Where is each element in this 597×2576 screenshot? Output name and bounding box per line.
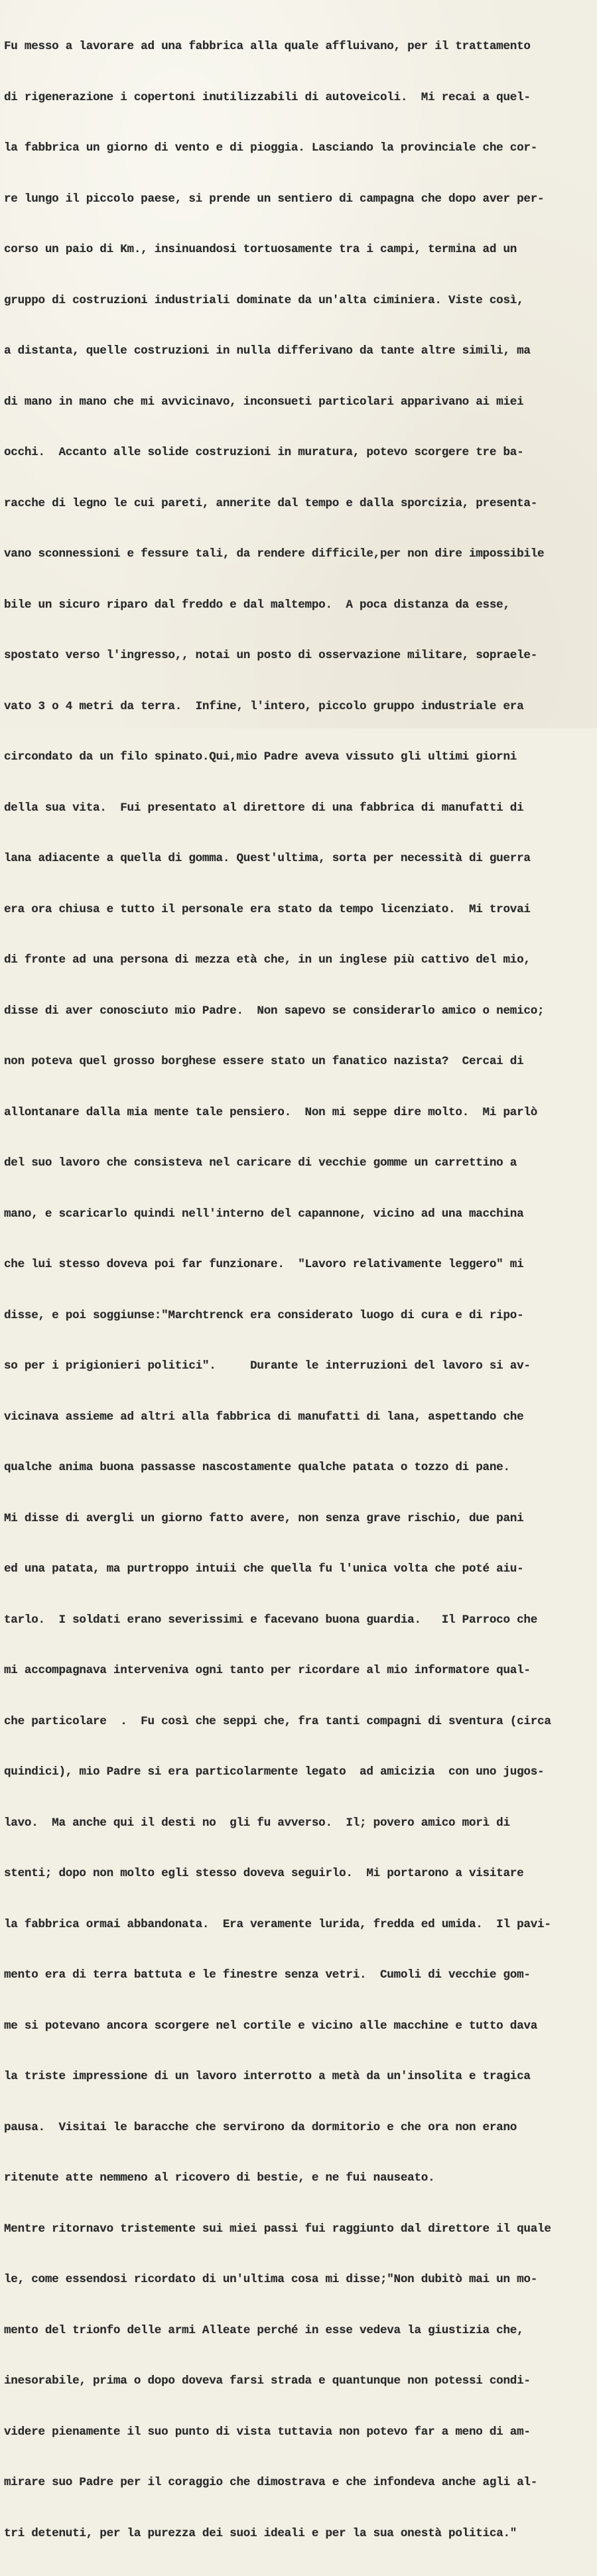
- text-line: non poteva quel grosso borghese essere stato un fanatico nazista? Cercai di: [4, 1055, 524, 1068]
- text-line: mento era di terra battuta e le finestre senza vetri. Cumoli di vecchie gom-: [4, 1968, 531, 1982]
- text-line: che particolare . Fu così che seppi che, fra tanti compagni di sventura (circa: [4, 1714, 551, 1728]
- text-line: racche di legno le cui pareti, annerite dal tempo e dalla sporcizia, presenta-: [4, 496, 538, 510]
- text-line: me si potevano ancora scorgere nel cortile e vicino alle macchine e tutto dava: [4, 2019, 538, 2033]
- text-line: spostato verso l'ingresso,, notai un posto di osservazione militare, sopraele-: [4, 649, 538, 662]
- text-line: di fronte ad una persona di mezza età che, in un inglese più cattivo del mio,: [4, 953, 531, 967]
- text-line: mento del trionfo delle armi Alleate perché in esse vedeva la giustizia che,: [4, 2323, 524, 2337]
- text-line: le, come essendosi ricordato di un'ultima cosa mi disse;"Non dubitò mai un mo-: [4, 2273, 538, 2286]
- text-line: vano sconnessioni e fessure tali, da rendere difficile,per non dire impossibile: [4, 547, 545, 561]
- text-line: di mano in mano che mi avvicinavo, inconsueti particolari apparivano ai miei: [4, 395, 524, 409]
- text-line: del suo lavoro che consisteva nel caricare di vecchie gomme un carrettino a: [4, 1156, 517, 1170]
- text-line: gruppo di costruzioni industriali dominate da un'alta ciminiera. Viste così,: [4, 293, 524, 307]
- text-line: occhi. Accanto alle solide costruzioni in muratura, potevo scorgere tre ba-: [4, 446, 524, 459]
- text-line: lana adiacente a quella di gomma. Quest'ultima, sorta per necessità di guerra: [4, 852, 531, 865]
- text-line: era ora chiusa e tutto il personale era stato da tempo licenziato. Mi trovai: [4, 902, 531, 916]
- text-line: corso un paio di Km., insinuandosi tortuosamente tra i campi, termina ad un: [4, 243, 517, 256]
- text-line: stenti; dopo non molto egli stesso doveva seguirlo. Mi portarono a visitare: [4, 1867, 524, 1880]
- text-line: videre pienamente il suo punto di vista tuttavia non potevo far a meno di am-: [4, 2425, 531, 2439]
- text-line: la triste impressione di un lavoro interrotto a metà da un'insolita e tragica: [4, 2070, 531, 2083]
- text-line: Fu messo a lavorare ad una fabbrica alla quale affluivano, per il trattamento: [4, 40, 531, 53]
- text-line: mirare suo Padre per il coraggio che dimostrava e che infondeva anche agli al-: [4, 2476, 538, 2489]
- text-line: che lui stesso doveva poi far funzionare. "Lavoro relativamente leggero" mi: [4, 1258, 524, 1271]
- text-line: ritenute atte nemmeno al ricovero di bestie, e ne fui nauseato.: [4, 2171, 435, 2185]
- text-line: quindici), mio Padre si era particolarmente legato ad amicizia con uno jugos-: [4, 1765, 545, 1779]
- text-line: re lungo il piccolo paese, si prende un sentiero di campagna che dopo aver per-: [4, 192, 545, 206]
- typewritten-text: [4, 5, 594, 2576]
- text-line: allontanare dalla mia mente tale pensiero. Non mi seppe dire molto. Mi parlò: [4, 1105, 538, 1119]
- text-line: la fabbrica un giorno di vento e di pioggia. Lasciando la provinciale che cor-: [4, 141, 538, 155]
- text-line: pausa. Visitai le baracche che servirono da dormitorio e che ora non erano: [4, 2120, 517, 2134]
- text-line: mi accompagnava interveniva ogni tanto per ricordare al mio informatore qual-: [4, 1664, 531, 1677]
- text-line: a distanta, quelle costruzioni in nulla differivano da tante altre simili, ma: [4, 344, 531, 358]
- text-line: Mentre ritornavo tristemente sui miei passi fui raggiunto dal direttore il quale: [4, 2222, 551, 2236]
- text-line: tarlo. I soldati erano severissimi e facevano buona guardia. Il Parroco che: [4, 1613, 538, 1627]
- text-line: circondato da un filo spinato.Qui,mio Padre aveva vissuto gli ultimi giorni: [4, 750, 517, 764]
- text-line: qualche anima buona passasse nascostamente qualche patata o tozzo di pane.: [4, 1461, 510, 1474]
- text-line: mano, e scaricarlo quindi nell'interno del capannone, vicino ad una macchina: [4, 1207, 524, 1221]
- text-line: vicinava assieme ad altri alla fabbrica di manufatti di lana, aspettando che: [4, 1410, 524, 1424]
- text-line: di rigenerazione i copertoni inutilizzabili di autoveicoli. Mi recai a quel-: [4, 90, 531, 104]
- text-line: inesorabile, prima o dopo doveva farsi strada e quantunque non potessi condi-: [4, 2374, 531, 2388]
- text-line: lavo. Ma anche qui il desti no gli fu avverso. Il; povero amico morì di: [4, 1816, 510, 1830]
- text-line: so per i prigionieri politici". Durante le interruzioni del lavoro si av-: [4, 1359, 531, 1373]
- text-line: disse, e poi soggiunse:"Marchtrenck era considerato luogo di cura e di ripo-: [4, 1308, 524, 1322]
- text-line: Mi disse di avergli un giorno fatto avere, non senza grave rischio, due pani: [4, 1511, 524, 1525]
- text-line: tri detenuti, per la purezza dei suoi ideali e per la sua onestà politica.": [4, 2526, 517, 2540]
- text-line: disse di aver conosciuto mio Padre. Non sapevo se considerarlo amico o nemico;: [4, 1004, 545, 1018]
- text-line: della sua vita. Fui presentato al direttore di una fabbrica di manufatti di: [4, 801, 524, 815]
- text-line: vato 3 o 4 metri da terra. Infine, l'intero, piccolo gruppo industriale era: [4, 699, 524, 713]
- text-line: la fabbrica ormai abbandonata. Era veramente lurida, fredda ed umida. Il pavi-: [4, 1917, 551, 1931]
- text-line: bile un sicuro riparo dal freddo e dal maltempo. A poca distanza da esse,: [4, 598, 510, 612]
- text-line: ed una patata, ma purtroppo intuii che quella fu l'unica volta che poté aiu-: [4, 1562, 524, 1576]
